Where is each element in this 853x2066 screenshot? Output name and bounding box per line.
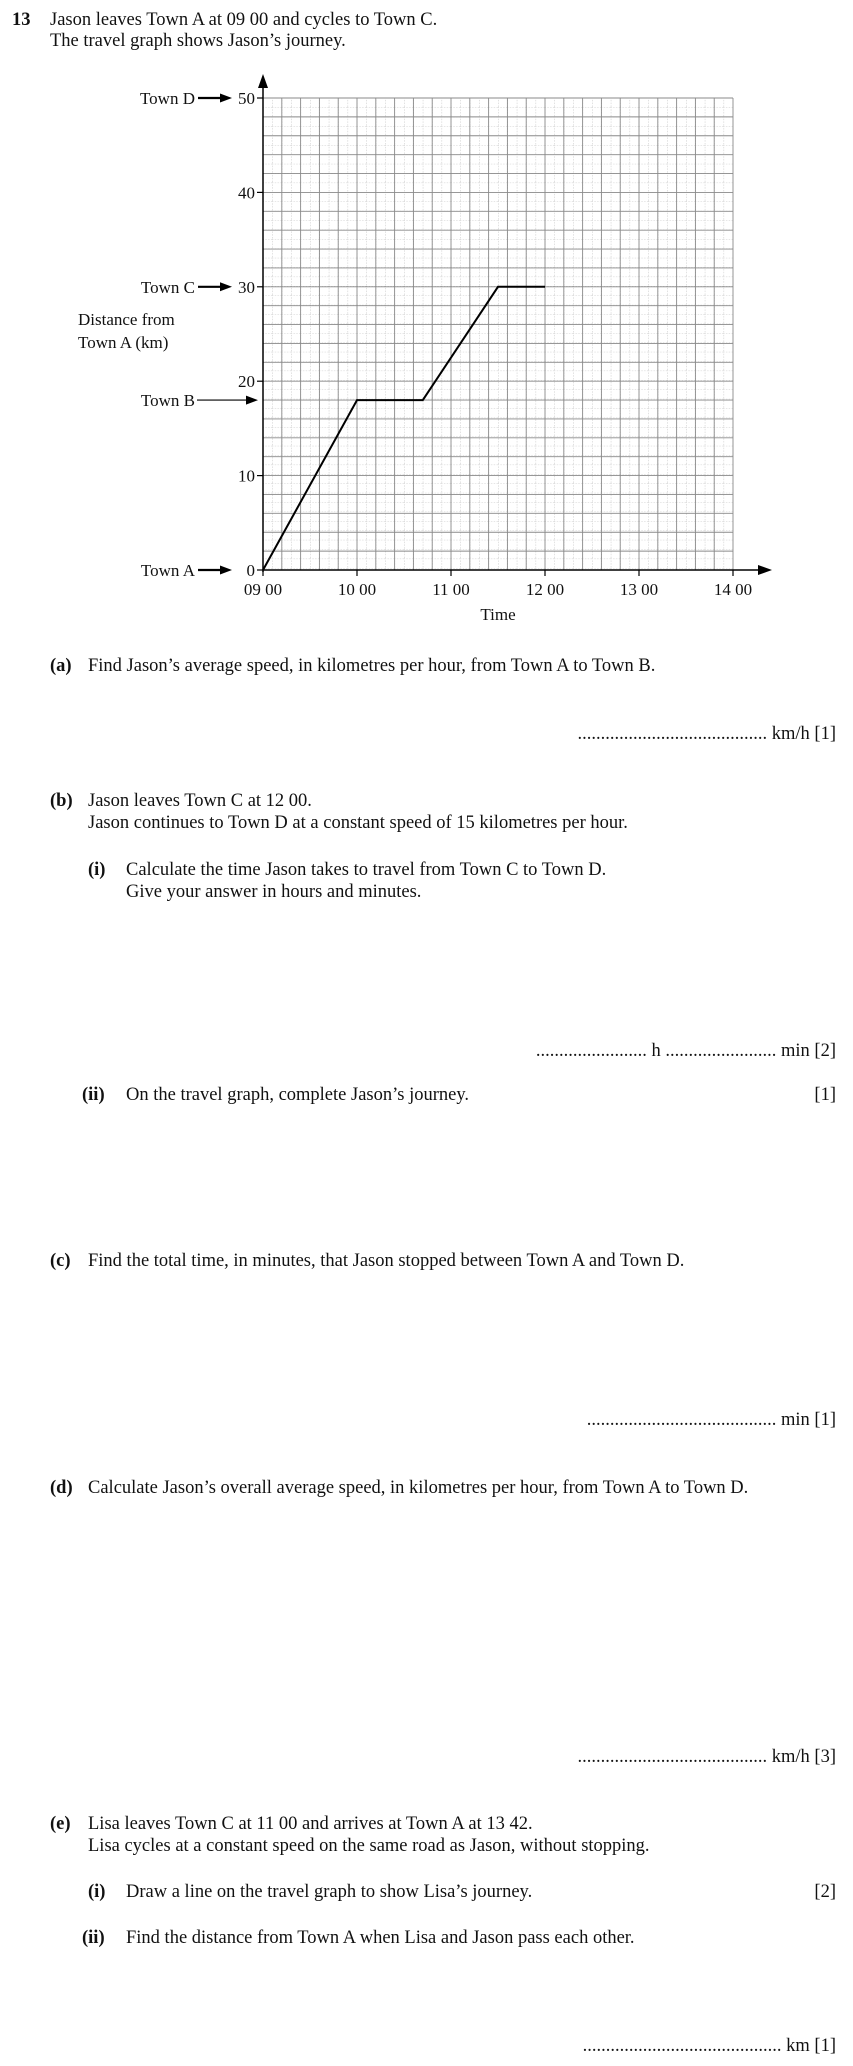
y-tick-label: 50 — [238, 89, 255, 108]
part-e-i-question: Draw a line on the travel graph to show Lisa’s journey. — [126, 1882, 533, 1902]
part-e-label: (e) — [50, 1814, 71, 1834]
town-marker-label: Town D — [139, 89, 195, 108]
part-d-label: (d) — [50, 1478, 73, 1498]
part-b-i-label: (i) — [88, 860, 106, 880]
x-ticks — [244, 570, 752, 599]
x-axis-arrowhead — [758, 565, 772, 575]
x-axis-label: Time — [480, 605, 516, 624]
question-intro-line2: The travel graph shows Jason’s journey. — [50, 31, 346, 51]
x-tick-label: 12 00 — [525, 580, 565, 599]
question-number: 13 — [12, 10, 31, 30]
part-c-answer-line[interactable]: ......................................... min [1] — [586, 1410, 836, 1430]
part-e-ii-question: Find the distance from Town A when Lisa and Jason pass each other. — [126, 1928, 635, 1948]
part-e-i-label: (i) — [88, 1882, 106, 1902]
part-b-line2: Jason continues to Town D at a constant speed of 15 kilometres per hour. — [88, 813, 628, 833]
part-b-ii-label: (ii) — [82, 1085, 105, 1105]
y-axis-label-line2: Town A (km) — [78, 333, 169, 352]
question-intro-line1: Jason leaves Town A at 09 00 and cycles to Town C. — [50, 10, 438, 30]
y-tick-label: 0 — [246, 561, 255, 580]
part-b-ii-marks: [1] — [814, 1085, 836, 1105]
y-tick-label: 30 — [238, 277, 255, 297]
part-d-question: Calculate Jason’s overall average speed, in kilometres per hour, from Town A to Town D. — [88, 1478, 749, 1498]
y-tick-label: 10 — [238, 466, 255, 486]
part-b-ii-question: On the travel graph, complete Jason’s journey. — [126, 1085, 470, 1105]
town-marker-arrowhead — [220, 94, 232, 103]
part-d-answer-line[interactable]: ......................................... km/h [3] — [577, 1747, 836, 1767]
town-marker-label: Town B — [140, 391, 195, 411]
part-b-i-line1: Calculate the time Jason takes to travel from Town C to Town D. — [126, 860, 607, 880]
part-a-question: Find Jason’s average speed, in kilometres per hour, from Town A to Town B. — [88, 656, 656, 676]
town-marker-arrowhead — [246, 396, 258, 405]
y-axis-arrowhead — [258, 74, 268, 88]
part-b-i-answer-line[interactable]: ........................ h ........................ min [2] — [535, 1041, 836, 1061]
part-e-ii-answer-line[interactable]: ........................................... km [1] — [582, 2036, 836, 2056]
x-tick-label: 11 00 — [432, 580, 470, 599]
x-tick-label: 09 00 — [243, 580, 283, 599]
town-marker-label: Town A — [140, 561, 195, 580]
travel-graph[interactable] — [0, 0, 853, 640]
x-tick-label: 14 00 — [713, 580, 753, 599]
x-tick-label: 10 00 — [337, 580, 377, 599]
y-axis-label-line1: Distance from — [78, 310, 175, 329]
part-b-label: (b) — [50, 791, 73, 811]
part-e-line2: Lisa cycles at a constant speed on the same road as Jason, without stopping. — [88, 1836, 650, 1856]
part-e-ii-label: (ii) — [82, 1928, 105, 1948]
part-a-label: (a) — [50, 656, 72, 676]
part-c-label: (c) — [50, 1251, 71, 1271]
y-ticks — [238, 89, 263, 580]
y-tick-label: 20 — [238, 372, 255, 392]
town-marker-label: Town C — [140, 277, 195, 297]
y-tick-label: 40 — [238, 183, 255, 203]
grid-minor — [263, 98, 733, 570]
part-b-i-line2: Give your answer in hours and minutes. — [126, 882, 422, 902]
part-c-question: Find the total time, in minutes, that Jason stopped between Town A and Town D. — [88, 1251, 685, 1271]
town-marker-arrowhead — [220, 282, 232, 291]
x-tick-label: 13 00 — [619, 580, 659, 599]
part-e-line1: Lisa leaves Town C at 11 00 and arrives at Town A at 13 42. — [88, 1814, 533, 1834]
part-a-answer-line[interactable]: ......................................... km/h [1] — [577, 724, 836, 744]
part-b-line1: Jason leaves Town C at 12 00. — [88, 791, 312, 811]
town-marker-arrowhead — [220, 566, 232, 575]
part-e-i-marks: [2] — [814, 1882, 836, 1902]
